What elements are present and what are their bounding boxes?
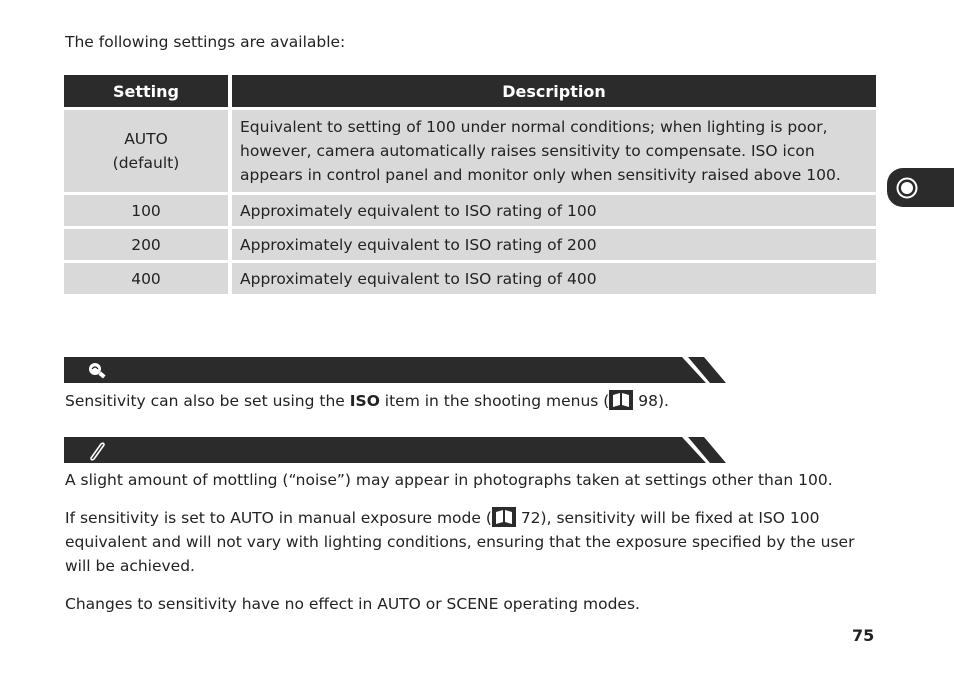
note-bar: [64, 437, 726, 463]
setting-value: AUTO: [124, 130, 168, 148]
shooting-mode-icon: [896, 177, 918, 199]
tip-page-ref: 98).: [633, 392, 669, 410]
table-header-row: [64, 75, 876, 107]
setting-cell: 100: [64, 195, 232, 226]
setting-cell: 200: [64, 229, 232, 260]
page-number: 75: [852, 626, 875, 645]
header-description: Description: [232, 75, 876, 107]
settings-table: [64, 72, 876, 297]
note-p2-after: 72), sensitivity will be fixed at ISO 100 equivalent and will not vary with lighting conditions, ensuring that the exposure specified by the user will be achieved.: [65, 509, 855, 575]
note-paragraph-2: [65, 506, 877, 578]
note-paragraph-3: Changes to sensitivity have no effect in AUTO or SCENE operating modes.: [65, 595, 640, 613]
description-cell: Approximately equivalent to ISO rating of 400: [232, 263, 876, 294]
table-row: [64, 110, 876, 192]
camera-book-icon: [492, 507, 516, 527]
tip-text: [65, 389, 877, 413]
pencil-note-icon: [86, 441, 108, 461]
header-setting: Setting: [64, 75, 232, 107]
description-cell: Approximately equivalent to ISO rating of 100: [232, 195, 876, 226]
table-row: [64, 263, 876, 294]
setting-sub: (default): [112, 154, 180, 172]
note-bar-shape: [64, 437, 726, 463]
table-row: [64, 229, 876, 260]
tip-text-after: item in the shooting menus (: [379, 392, 610, 410]
iso-item-label: ISO: [349, 392, 380, 410]
description-cell: Equivalent to setting of 100 under normal conditions; when lighting is poor, however, camera automatically raises sensitivity to compensate. ISO icon appears in control panel and monitor only when sensitivity raised above 100.: [232, 110, 876, 192]
setting-cell: [64, 110, 232, 192]
note-p2-before: If sensitivity is set to AUTO in manual exposure mode (: [65, 509, 492, 527]
setting-cell: 400: [64, 263, 232, 294]
description-cell: Approximately equivalent to ISO rating of 200: [232, 229, 876, 260]
tip-icon: [86, 361, 108, 381]
tip-text-before: Sensitivity can also be set using the: [65, 392, 350, 410]
intro-text: The following settings are available:: [65, 33, 346, 51]
chapter-tab: [887, 168, 954, 207]
book-icon: [609, 390, 633, 410]
note-paragraph-1: A slight amount of mottling (“noise”) may appear in photographs taken at settings other than 100.: [65, 471, 833, 489]
tip-bar-shape: [64, 357, 726, 383]
table-row: [64, 195, 876, 226]
tip-bar: [64, 357, 726, 383]
